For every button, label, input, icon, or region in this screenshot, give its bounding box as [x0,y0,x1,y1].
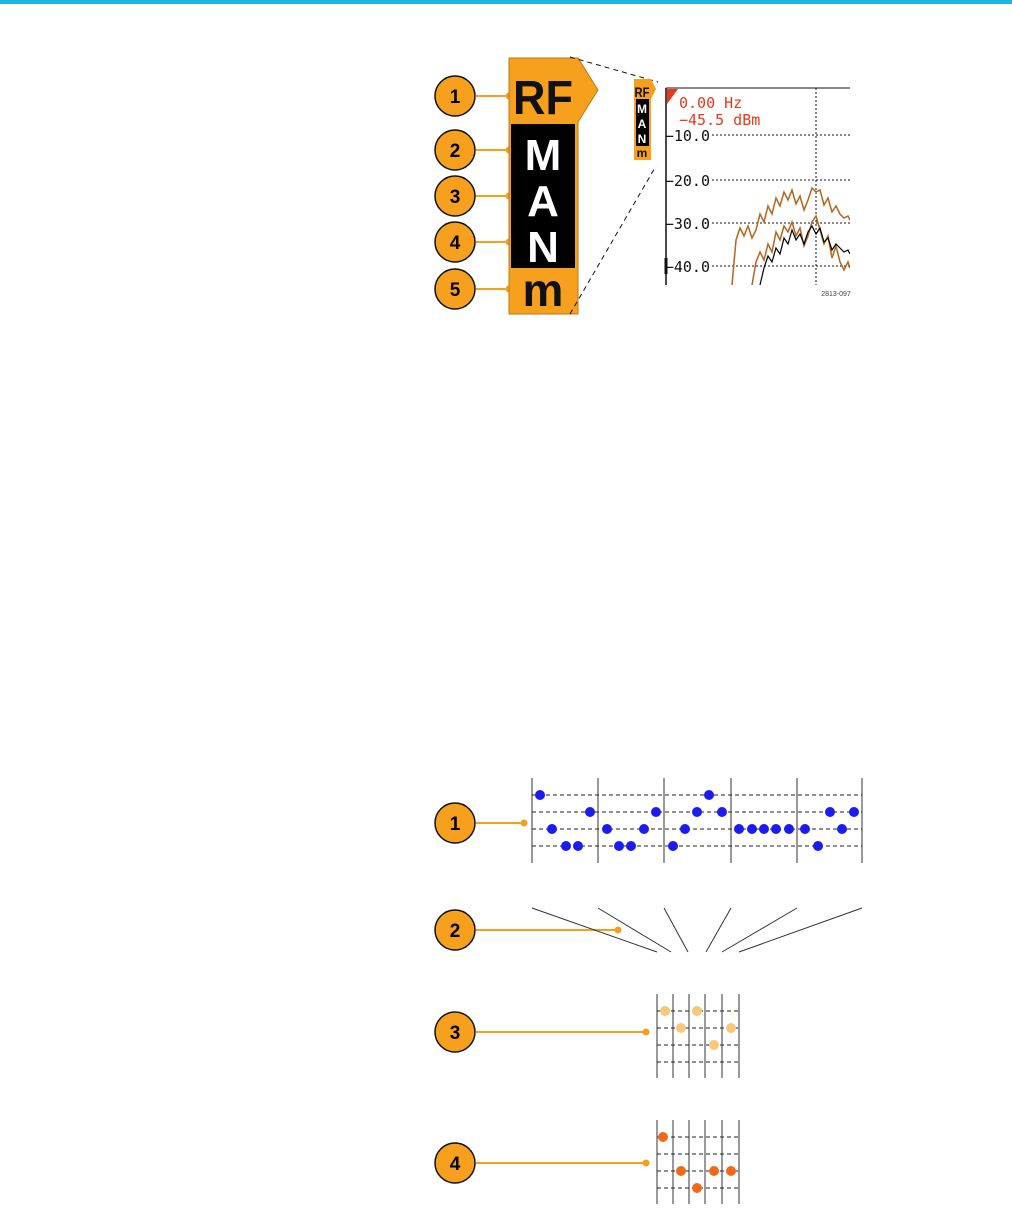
orange-arrow-badge-icon [509,58,598,316]
callout-1 [435,76,513,116]
callout-number: 3 [449,1023,461,1044]
figure-dot-rows [435,778,862,1204]
dot-grid-4 [657,1120,739,1204]
callout-5 [435,269,513,309]
spectrum-display [665,88,851,298]
callout-1 [435,803,528,843]
dot-grid-1 [532,778,862,863]
callout-number: 4 [449,233,461,254]
y-tick-label: −30.0 [664,215,710,233]
callout-number: 2 [449,141,461,162]
dot-grid-3 [657,994,739,1078]
callout-number: 1 [449,87,461,108]
callout-3 [435,1012,650,1052]
callout-number: 2 [449,921,461,942]
mini-a-label: A [637,117,647,131]
badge-m-lower-label: m [522,264,564,316]
trace-max-hold [732,188,850,285]
mini-badge-icon [634,79,656,160]
callout-4 [435,222,513,262]
marker-frequency-readout: 0.00 Hz [679,94,743,112]
badge-rf-label: RF [513,72,573,125]
y-tick-label: −40.0 [664,258,710,276]
mini-rf-label: RF [634,84,650,100]
callout-number: 1 [449,814,461,835]
badge-a-label: A [527,177,559,226]
marker-level-readout: −45.5 dBm [679,111,761,129]
callout-number: 5 [449,280,461,301]
callout-number: 4 [449,1154,461,1175]
y-tick-label: −10.0 [664,127,710,145]
mini-n-label: N [637,132,647,146]
figure-id: 2813-097 [821,291,851,298]
callout-4 [435,1143,650,1183]
callout-number: 3 [449,187,461,208]
callout-3 [435,176,513,216]
badge-n-label: N [527,223,559,272]
mini-m-label: M [637,102,647,116]
y-tick-label: −20.0 [664,172,710,190]
figure-rf-badge [435,57,851,316]
zoom-line [570,166,656,314]
marker-flag-icon [667,89,678,104]
trace-normal [760,226,850,285]
badge-m-label: M [524,131,562,180]
trace-average [752,216,850,285]
callout-2 [435,130,513,170]
mini-m-lower-label: m [636,146,648,160]
